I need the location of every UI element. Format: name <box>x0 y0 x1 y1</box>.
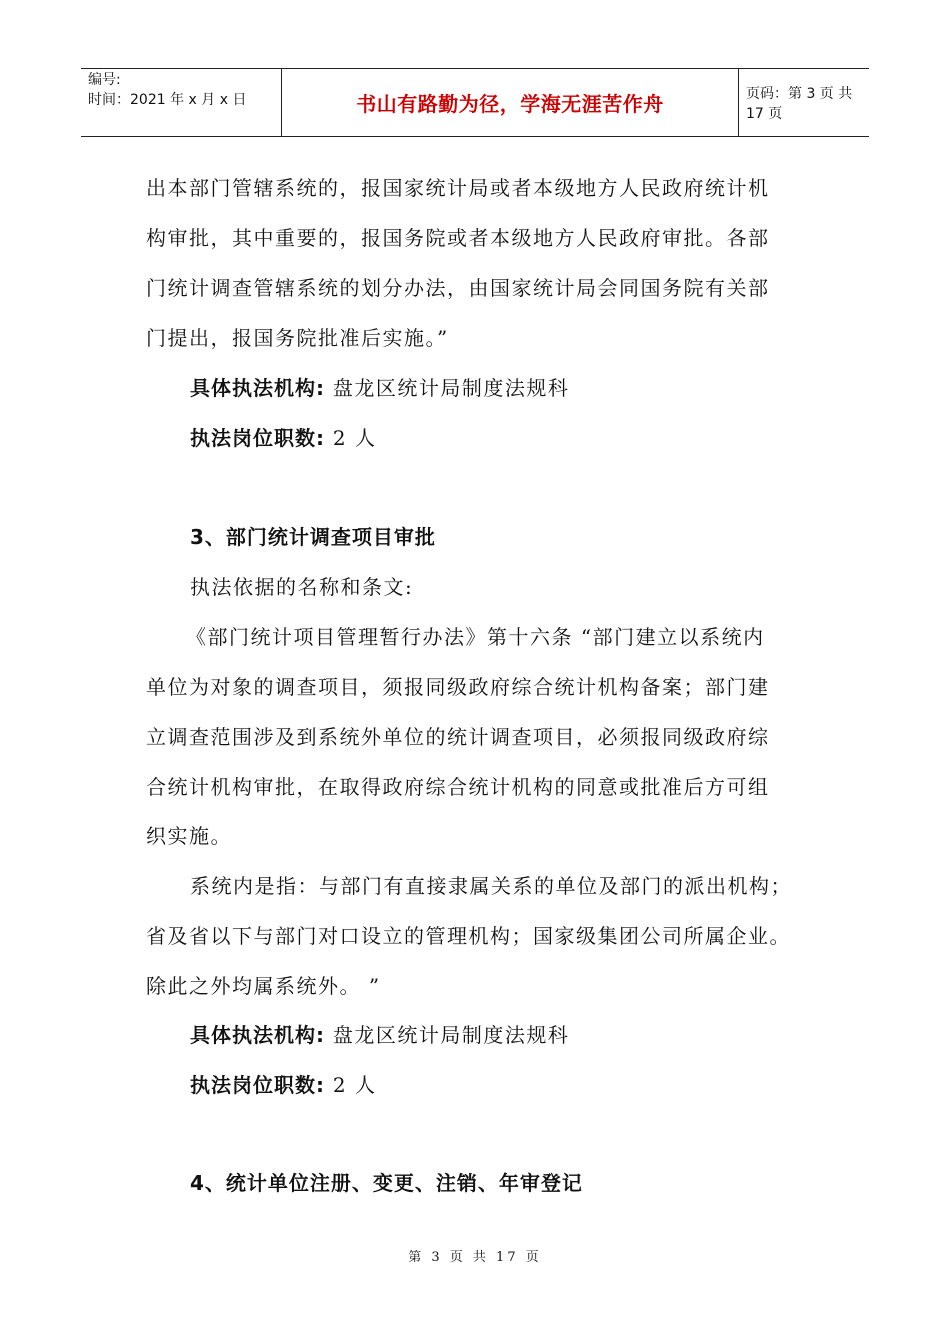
page-footer: 第 3 页 共 17 页 <box>408 1250 542 1265</box>
paragraph-line: 出本部门管辖系统的，报国家统计局或者本级地方人民政府统计机 <box>146 176 770 200</box>
header-divider <box>738 69 739 136</box>
posts-value: 2 人 <box>325 426 377 450</box>
agency-value: 盘龙区统计局制度法规科 <box>325 376 570 400</box>
paragraph-line: 系统内是指：与部门有直接隶属关系的单位及部门的派出机构； <box>190 874 792 898</box>
paragraph-line: 除此之外均属系统外。 ” <box>146 974 381 998</box>
header-page-info: 页码：第 3 页 共 17 页 <box>746 85 853 122</box>
section-heading: 4、统计单位注册、变更、注销、年审登记 <box>190 1171 583 1195</box>
paragraph-line: 织实施。 <box>146 824 232 848</box>
paragraph-line: 门提出，报国务院批准后实施。” <box>146 326 449 350</box>
paragraph-line: 省及省以下与部门对口设立的管理机构；国家级集团公司所属企业。 <box>146 924 791 948</box>
header-motto: 书山有路勤为径，学海无涯苦作舟 <box>356 92 664 116</box>
posts-line-1 <box>190 422 376 451</box>
document-header <box>81 68 869 137</box>
paragraph-line: 构审批，其中重要的，报国务院或者本级地方人民政府审批。各部 <box>146 226 770 250</box>
posts-label: 执法岗位职数: <box>190 1073 325 1097</box>
paragraph-line: 合统计机构审批，在取得政府综合统计机构的同意或批准后方可组 <box>146 775 770 799</box>
posts-line-2 <box>190 1069 376 1098</box>
paragraph-line: 立调查范围涉及到系统外单位的统计调查项目，必须报同级政府综 <box>146 725 770 749</box>
number-label: 编号: <box>88 72 121 88</box>
agency-value: 盘龙区统计局制度法规科 <box>325 1023 570 1047</box>
paragraph-line: 单位为对象的调查项目，须报同级政府综合统计机构备案；部门建 <box>146 675 770 699</box>
basis-label: 执法依据的名称和条文: <box>190 575 414 599</box>
posts-label: 执法岗位职数: <box>190 426 325 450</box>
agency-line-1 <box>190 372 569 401</box>
agency-label: 具体执法机构: <box>190 376 325 400</box>
posts-value: 2 人 <box>325 1073 377 1097</box>
agency-line-2 <box>190 1019 569 1048</box>
header-meta <box>81 69 281 136</box>
section-heading: 3、部门统计调查项目审批 <box>190 525 436 549</box>
agency-label: 具体执法机构: <box>190 1023 325 1047</box>
paragraph-line: 《部门统计项目管理暂行办法》第十六条 “部门建立以系统内 <box>186 625 765 649</box>
paragraph-line: 门统计调查管辖系统的划分办法，由国家统计局会同国务院有关部 <box>146 276 770 300</box>
time-label: 时间：2021 年 x 月 x 日 <box>88 92 247 108</box>
